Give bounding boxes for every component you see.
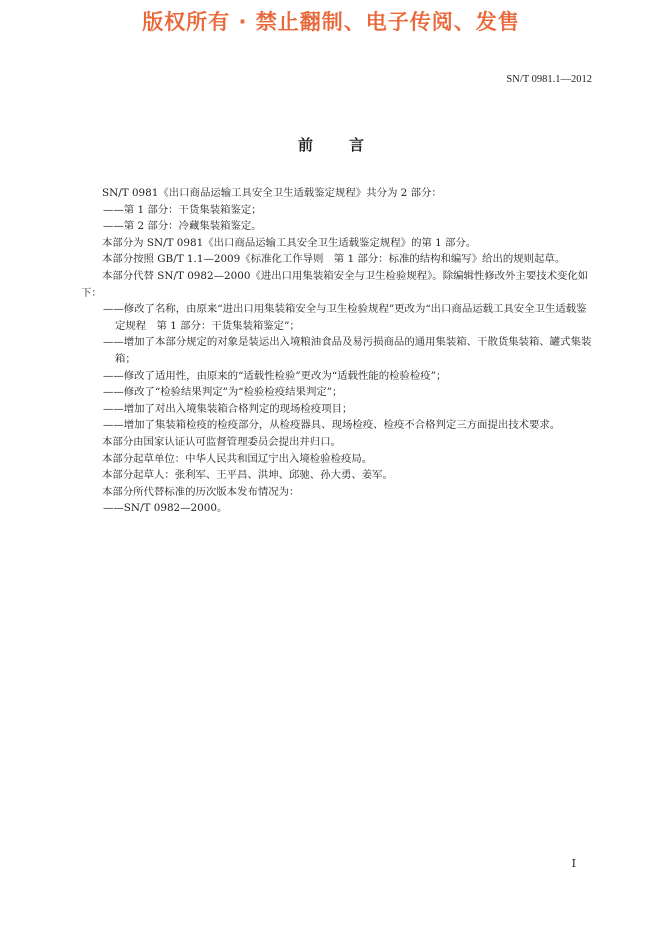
- foreword-line: ——修改了“检验结果判定”为“检验检疫结果判定”；: [103, 386, 343, 399]
- foreword-line: 本部分代替 SN/T 0982—2000《进出口用集装箱安全与卫生检验规程》。除编辑性修改外主要技术变化如下：: [81, 269, 589, 299]
- foreword-line: ——第 1 部分：干货集装箱鉴定；: [103, 203, 262, 216]
- foreword-line: 本部分由国家认证认可监督管理委员会提出并归口。: [102, 435, 341, 448]
- foreword-line: ——增加了集装箱检疫的检疫部分，从检疫器具、现场检疫、检疫不合格判定三方面提出技术要求。: [103, 419, 561, 432]
- foreword-line: SN/T 0981《出口商品运输工具安全卫生适载鉴定规程》共分为 2 部分：: [102, 187, 442, 199]
- foreword-line: ——修改了名称，由原来“进出口用集装箱安全与卫生检验规程”更改为“出口商品运载工具安全卫生适载鉴定规程 第 1 部分：干货集装箱鉴定”；: [103, 303, 587, 332]
- foreword-line: 本部分起草单位：中华人民共和国辽宁出入境检验检疫局。: [102, 452, 373, 465]
- foreword-line: ——增加了对出入境集装箱合格判定的现场检疫项目；: [103, 402, 353, 415]
- foreword-line: ——增加了本部分规定的对象是装运出入境粮油食品及易污损商品的通用集装箱、干散货集装箱、罐式集装箱；: [103, 336, 592, 365]
- foreword-line: 本部分按照 GB/T 1.1—2009《标准化工作导则 第 1 部分：标准的结构和编写》给出的规则起草。: [102, 253, 566, 266]
- page-number: I: [571, 857, 576, 870]
- foreword-line: 本部分为 SN/T 0981《出口商品运输工具安全卫生适载鉴定规程》的第 1 部分。: [102, 236, 477, 249]
- foreword-line: ——修改了适用性，由原来的“适载性检验”更改为“适载性能的检验检疫”；: [103, 369, 447, 382]
- foreword-line: ——第 2 部分：冷藏集装箱鉴定。: [103, 220, 262, 233]
- copyright-watermark: 版权所有 · 禁止翻制、电子传阅、发售: [142, 10, 520, 34]
- standard-code: SN/T 0981.1—2012: [506, 74, 592, 85]
- page-title: 前言: [297, 136, 400, 154]
- foreword-line: 本部分起草人：张利军、王平昌、洪坤、邱驰、孙大勇、姜军。: [102, 469, 393, 482]
- foreword-body: [81, 185, 593, 517]
- foreword-line: 本部分所代替标准的历次版本发布情况为：: [102, 485, 300, 498]
- foreword-line: ——SN/T 0982—2000。: [103, 502, 228, 515]
